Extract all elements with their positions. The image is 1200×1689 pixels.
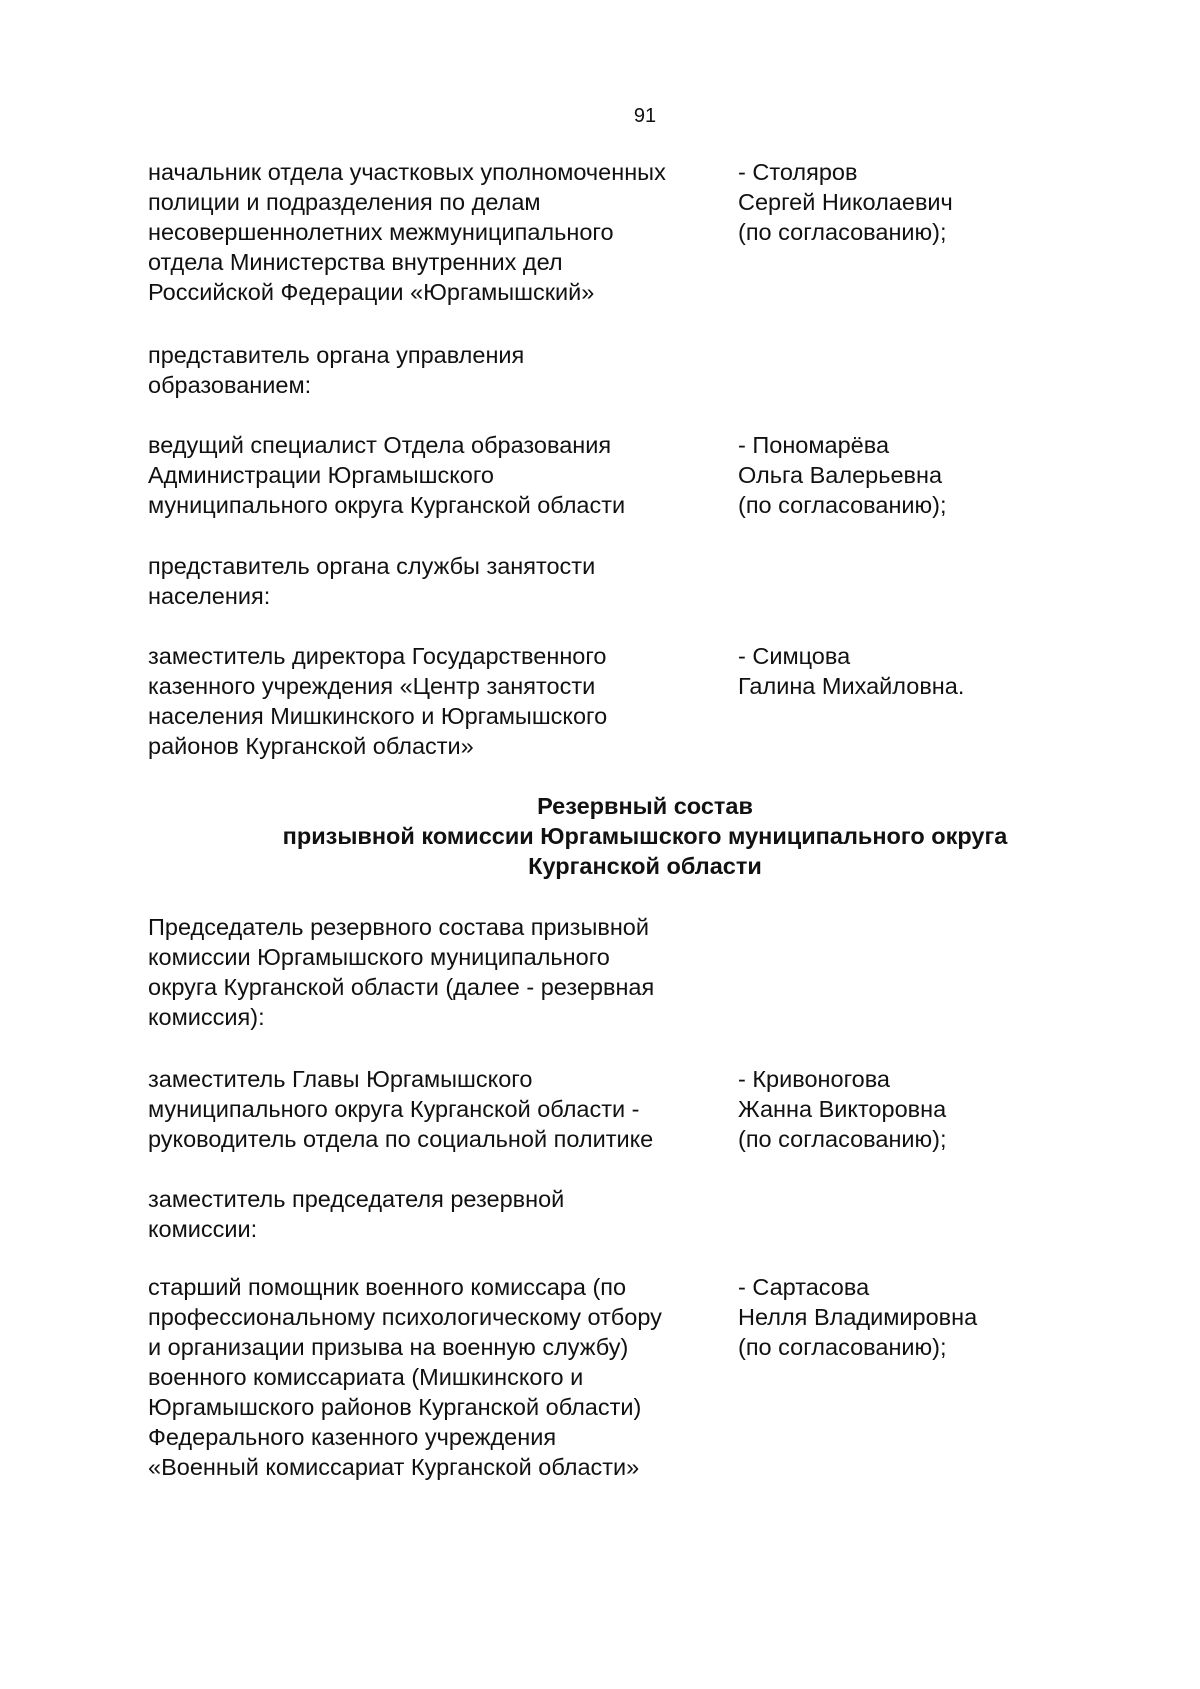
member-name: - Столяров Сергей Николаевич (по согласованию);: [738, 159, 953, 245]
member-role: заместитель Главы Юргамышского муниципального округа Курганской области - руководитель отдела по социальной политике: [148, 1066, 654, 1152]
member-role: начальник отдела участковых уполномоченных полиции и подразделения по делам несовершеннолетних межмуниципального отдела Министерства внутренних дел Российской Федерации «Юргамышский»: [148, 159, 666, 305]
page-number: 91: [633, 105, 657, 127]
representative-caption: представитель органа службы занятости населения:: [148, 553, 596, 609]
member-role: ведущий специалист Отдела образования Администрации Юргамышского муниципального округа Курганской области: [148, 432, 626, 518]
chairman-caption: Председатель резервного состава призывной комиссии Юргамышского муниципального округа Курганской области (далее - резервная комиссия):: [148, 914, 655, 1030]
representative-caption: представитель органа управления образованием:: [148, 342, 525, 398]
member-name: - Симцова Галина Михайловна.: [738, 643, 965, 699]
member-name: - Сартасова Нелля Владимировна (по согласованию);: [738, 1274, 978, 1360]
reserve-composition-heading: Резервный состав призывной комиссии Юргамышского муниципального округа Курганской области: [282, 793, 1008, 879]
member-role: заместитель директора Государственного казенного учреждения «Центр занятости населения Мишкинского и Юргамышского районов Курганской области»: [148, 643, 608, 759]
member-name: - Пономарёва Ольга Валерьевна (по согласованию);: [738, 432, 947, 518]
deputy-chairman-caption: заместитель председателя резервной комиссии:: [148, 1186, 565, 1242]
member-role: старший помощник военного комиссара (по профессиональному психологическому отбору и организации призыва на военную службу) военного комиссариата (Мишкинского и Юргамышского районов Курганской области) Федерального казенного учреждения «Военный комиссариат Курганской области»: [148, 1274, 662, 1480]
member-name: - Кривоногова Жанна Викторовна (по согласованию);: [738, 1066, 947, 1152]
